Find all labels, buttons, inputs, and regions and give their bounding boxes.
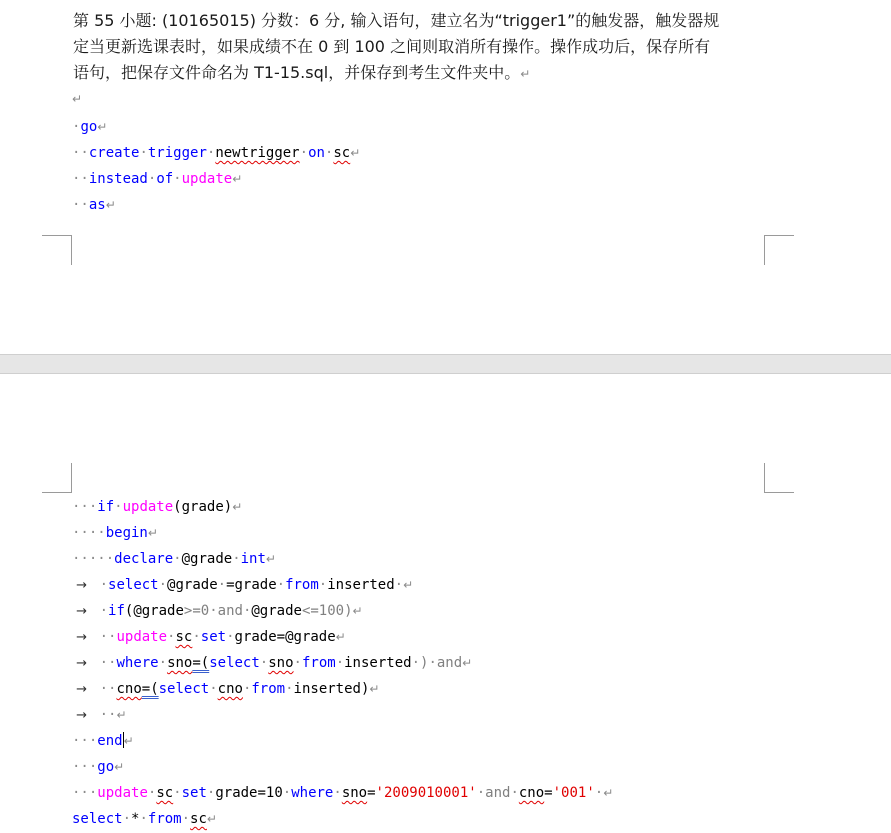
keyword-if: if [97,499,115,515]
code-line-where-sno: → ··where·sno=(select·sno·from·inserted·)·and↵ [72,655,473,671]
keyword-update: update [97,785,148,801]
keyword-as: as [88,197,106,213]
keyword-and: and [217,603,243,619]
keyword-where: where [291,785,334,801]
keyword-go: go [97,759,115,775]
code-line-as: ··as↵ [72,197,116,213]
keyword-begin: begin [105,525,148,541]
keyword-on: on [308,145,325,161]
code-line-blank-tab: → ··↵ [72,707,127,723]
empty-line [72,86,82,112]
keyword-select: select [108,577,159,593]
string-cno-value: '001' [552,785,595,801]
variable-grade: @grade [181,551,233,567]
string-sno-value: '2009010001' [375,785,477,801]
margin-corner-mark [765,492,794,493]
keyword-from: from [285,577,319,593]
question-paragraph [73,8,773,87]
code-line-instead-of: ··instead·of·update↵ [72,171,243,187]
table-name: sc [333,145,351,161]
tab-arrow-icon: → [72,682,92,697]
question-line-1: 第 55 小题: (10165015) 分数：6 分, 输入语句，建立名为“trigger1”的触发器，触发器规 [73,11,720,30]
code-line-select-all: select·*·from·sc↵ [72,811,217,827]
keyword-set: set [181,785,207,801]
question-line-2: 定当更新选课表时，如果成绩不在 0 到 100 之间则取消所有操作。操作成功后，保存所有 [73,37,711,56]
keyword-update: update [116,629,168,645]
keyword-update: update [181,171,233,187]
code-line-if-update: ···if·update(grade)↵ [72,499,243,515]
keyword-declare: declare [114,551,174,567]
tab-arrow-icon: → [72,708,92,723]
code-line-go-2: ···go↵ [72,759,125,775]
margin-corner-mark [71,235,72,265]
keyword-end: end [97,733,123,749]
margin-corner-mark [764,463,765,493]
margin-corner-mark [764,235,765,265]
margin-corner-mark [42,492,71,493]
tab-arrow-icon: → [72,656,92,671]
code-line-go: ·go↵ [72,119,108,135]
paragraph-mark-icon: ↵ [72,92,83,106]
keyword-select: select [72,811,123,827]
tab-arrow-icon: → [72,604,92,619]
code-line-if-range: → ·if(@grade>=0·and·@grade<=100)↵ [72,603,363,619]
code-line-create-trigger: ··create·trigger·newtrigger·on·sc↵ [72,145,361,161]
margin-corner-mark [42,235,71,236]
table-inserted: inserted [327,577,395,593]
keyword-int: int [240,551,266,567]
keyword-of: of [156,171,174,187]
code-line-update-set: → ··update·sc·set·grade=@grade↵ [72,629,346,645]
tab-arrow-icon: → [72,630,92,645]
code-line-declare: ·····declare·@grade·int↵ [72,551,276,567]
keyword-go: go [80,119,98,135]
keyword-trigger: trigger [147,145,207,161]
code-line-cno: → ··cno=(select·cno·from·inserted)↵ [72,681,380,697]
keyword-create: create [88,145,140,161]
code-line-select-grade: → ·select·@grade·=grade·from·inserted·↵ [72,577,414,593]
keyword-from: from [147,811,182,827]
keyword-where: where [116,655,159,671]
code-line-begin: ····begin↵ [72,525,158,541]
question-line-3: 语句，把保存文件命名为 T1-15.sql，并保存到考生文件夹中。↵ [73,63,531,82]
column-grade: (grade) [173,499,233,515]
keyword-if: if [108,603,125,619]
margin-corner-mark [71,463,72,493]
trigger-name: newtrigger [215,145,300,161]
keyword-instead: instead [88,171,148,187]
code-line-end[interactable]: ···end↵ [72,733,134,749]
document-page-1 [0,0,891,354]
keyword-set: set [200,629,227,645]
keyword-update: update [122,499,174,515]
tab-arrow-icon: → [72,578,92,593]
code-line-update-test: ···update·sc·set·grade=10·where·sno='2009010001'·and·cno='001'·↵ [72,785,614,801]
paragraph-mark-icon: ↵ [520,67,531,81]
page-break-gap [0,354,891,374]
star-wildcard: * [131,811,140,827]
margin-corner-mark [765,235,794,236]
